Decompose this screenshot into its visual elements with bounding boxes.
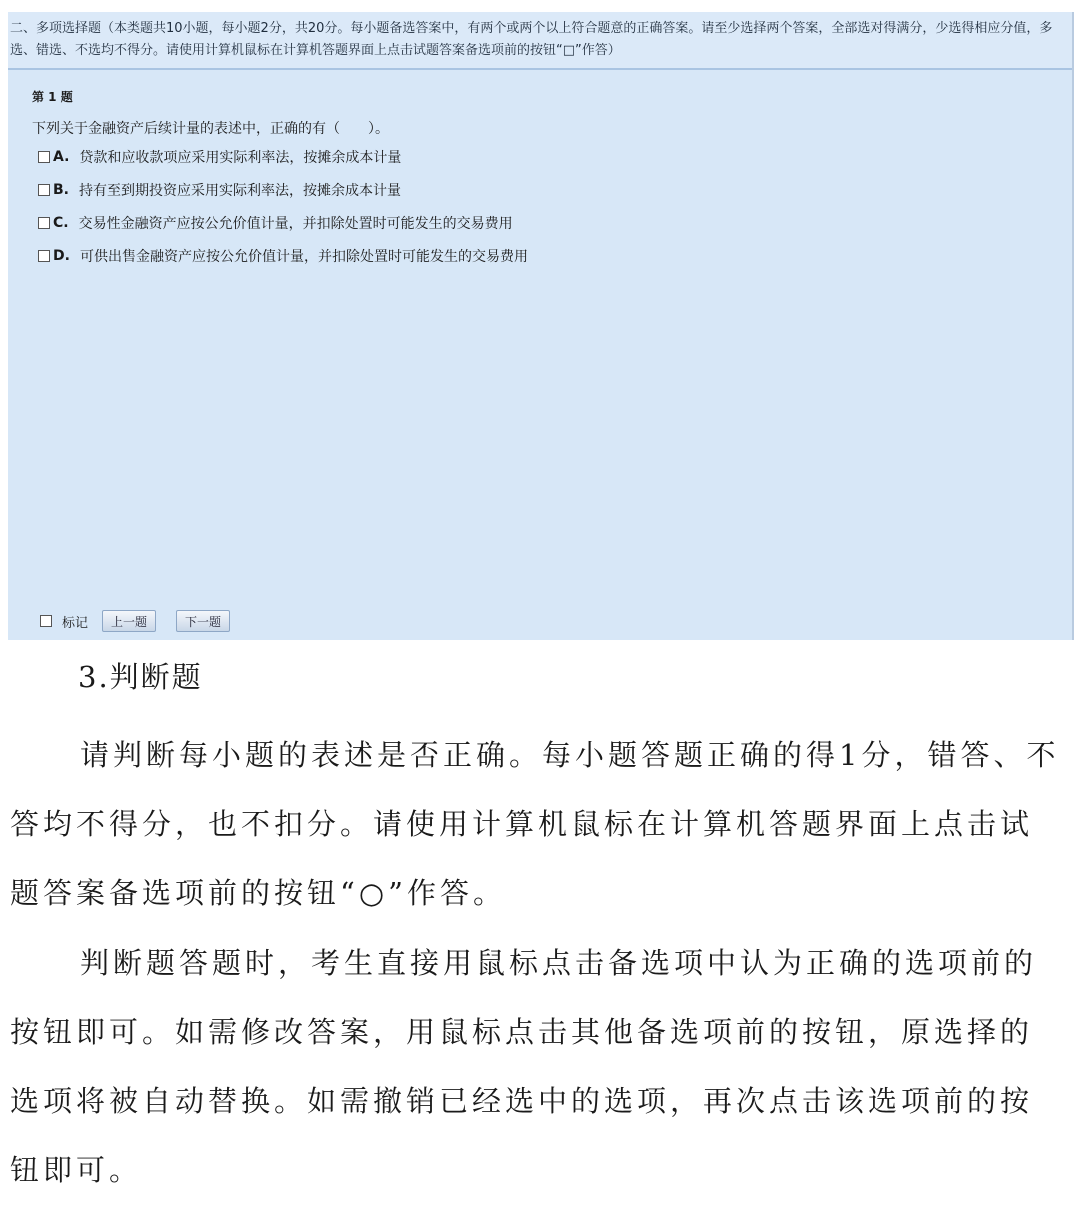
option-a-checkbox[interactable] (38, 151, 50, 163)
mark-checkbox[interactable] (40, 615, 52, 627)
prev-question-button[interactable]: 上一题 (102, 610, 156, 632)
question-stem: 下列关于金融资产后续计量的表述中，正确的有（ ）。 (32, 121, 389, 137)
question-number: 第 1 题 (32, 90, 73, 104)
option-b-letter: B. (53, 182, 69, 198)
option-b-checkbox[interactable] (38, 184, 50, 196)
option-b[interactable] (38, 180, 401, 200)
option-a-text: 贷款和应收款项应采用实际利率法，按摊余成本计量 (79, 150, 402, 166)
option-c-text: 交易性金融资产应按公允价值计量，并扣除处置时可能发生的交易费用 (78, 216, 513, 232)
question-footer (40, 610, 230, 632)
section-heading: 3.判断题 (78, 660, 203, 694)
paragraph-1: 请判断每小题的表述是否正确。每小题答题正确的得1分，错答、不答均不得分，也不扣分。请使用计算机鼠标在计算机答题界面上点击试题答案备选项前的按钮“○”作答。 (10, 738, 1060, 910)
paragraph-2: 判断题答题时，考生直接用鼠标点击备选项中认为正确的选项前的按钮即可。如需修改答案，用鼠标点击其他备选项前的按钮，原选择的选项将被自动替换。如需撤销已经选中的选项，再次点击该选项前的按钮即可。 (10, 946, 1038, 1187)
option-d-letter: D. (53, 248, 70, 264)
section-instructions: 二、多项选择题（本类题共10小题，每小题2分，共20分。每小题备选答案中，有两个或两个以上符合题意的正确答案。请至少选择两个答案，全部选对得满分，少选得相应分值，多选、错选、不选均不得分。请使用计算机鼠标在计算机答题界面上点击试题答案备选项前的按钮“□”作答） (8, 12, 1072, 70)
option-c-checkbox[interactable] (38, 217, 50, 229)
option-c-letter: C. (53, 215, 69, 231)
option-d-text: 可供出售金融资产应按公允价值计量，并扣除处置时可能发生的交易费用 (79, 249, 528, 265)
option-c[interactable] (38, 213, 513, 233)
option-a-letter: A. (53, 149, 70, 165)
option-d-checkbox[interactable] (38, 250, 50, 262)
exam-panel (8, 12, 1074, 640)
option-b-text: 持有至到期投资应采用实际利率法，按摊余成本计量 (79, 183, 401, 199)
option-a[interactable] (38, 147, 401, 167)
next-question-button[interactable]: 下一题 (176, 610, 230, 632)
mark-label: 标记 (62, 615, 89, 631)
option-d[interactable] (38, 246, 528, 266)
